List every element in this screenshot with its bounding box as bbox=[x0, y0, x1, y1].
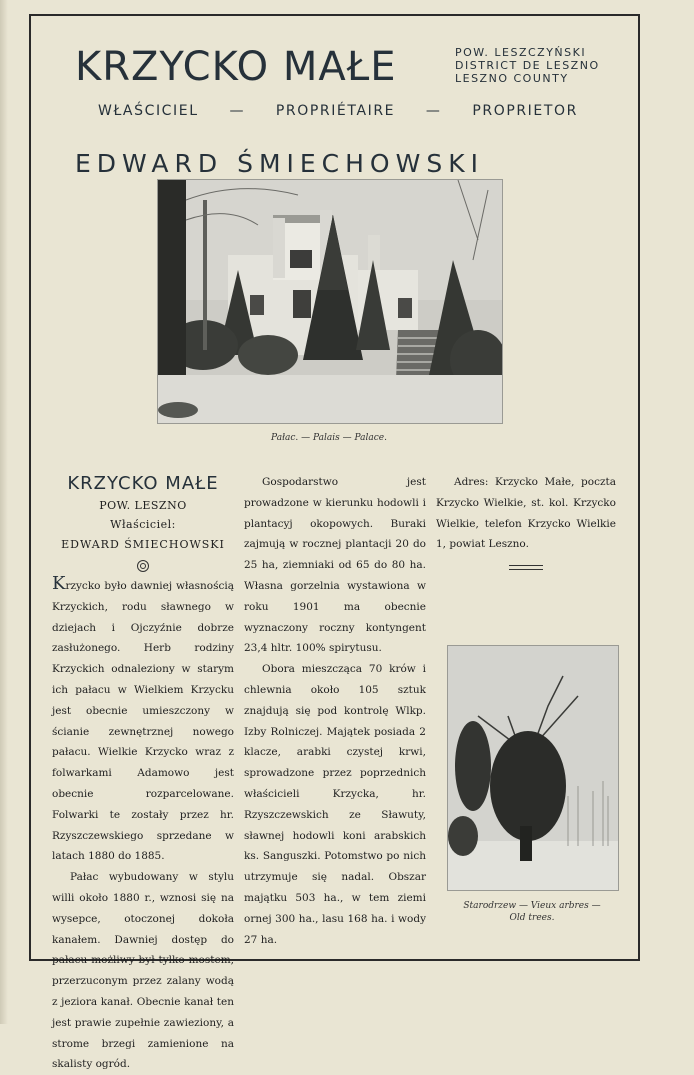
county-line-en: LESZNO COUNTY bbox=[455, 72, 569, 85]
palace-caption: Pałac. — Palais — Palace. bbox=[271, 433, 387, 443]
palace-photo bbox=[157, 179, 503, 424]
dropcap: K bbox=[52, 573, 66, 594]
old-trees-caption-line2: Old trees. bbox=[509, 913, 555, 923]
page-title: KRZYCKO MAŁE bbox=[75, 44, 397, 90]
paragraph-farming: Gospodarstwo jest prowadzone w kierunku hodowli i plantacyj okopowych. Buraki zajmują w rocznej plantacji 20 do 25 ha, ziemniaki od 65 do 80 ha. Własna gorzelnia wystawiona w roku 1901 ma obecnie wyznaczony roczny kontyngent 23,4 hltr. 100% spirytusu. bbox=[244, 476, 426, 655]
owner-label-line bbox=[98, 103, 578, 119]
old-trees-caption-line1: Starodrzew — Vieux arbres — bbox=[463, 901, 601, 911]
ornament-icon bbox=[137, 560, 149, 572]
article-title: KRZYCKO MAŁE bbox=[67, 473, 219, 494]
article-heading-block bbox=[52, 472, 234, 572]
owner-label-dash: — bbox=[229, 103, 246, 119]
owner-label-en: PROPRIETOR bbox=[472, 103, 578, 119]
owner-label-pl: WŁAŚCICIEL bbox=[98, 103, 199, 119]
article-column-3 bbox=[436, 472, 616, 570]
county-line-pl: POW. LESZCZYŃSKI bbox=[455, 46, 587, 59]
article-column-2 bbox=[244, 472, 426, 950]
owner-label-dash: — bbox=[425, 103, 442, 119]
old-trees-photo bbox=[447, 645, 619, 891]
county-block bbox=[455, 46, 605, 85]
old-trees-caption bbox=[447, 900, 617, 924]
paragraph-address: Adres: Krzycko Małe, poczta Krzycko Wielkie, st. kol. Krzycko Wielkie, telefon Krzycko Wielkie 1, powiat Leszno. bbox=[436, 476, 616, 551]
article-owner-name: EDWARD ŚMIECHOWSKI bbox=[61, 538, 225, 551]
owner-label-fr: PROPRIÉTAIRE bbox=[275, 103, 396, 119]
paragraph-history bbox=[52, 573, 234, 867]
page-edge bbox=[0, 0, 8, 1024]
article-subtitle: POW. LESZNO bbox=[99, 499, 187, 512]
section-rule bbox=[509, 565, 543, 570]
paragraph-livestock: Obora mieszcząca 70 krów i chlewnia około 105 sztuk znajdują się pod kontrolę Wlkp. Izby Rolniczej. Majątek posiada 2 klacze, arabki czystej krwi, sprowadzone przez poprzednich właścicieli Krzycka, hr. Rzyszczewskich ze Sławuty, sławnej hodowli koni arabskich ks. Sanguszki. Potomstwo po nich utrzymuje się nadal. Obszar majątku 503 ha., w tem ziemi ornej 300 ha., lasu 168 ha. i wody 27 ha. bbox=[244, 663, 426, 946]
owner-name-heading: EDWARD ŚMIECHOWSKI bbox=[75, 148, 484, 178]
paragraph-history-text: rzycko było dawniej własnością Krzyckich, rodu sławnego w dziejach i Ojczyźnie dobrze zasłużonego. Herb rodziny Krzyckich odnaleziony w starym ich pałacu w Wielkiem Krzycku jest obecnie umieszczony w ścianie zewnętrznej nowego pałacu. Wielkie Krzycko wraz z folwarkami Adamowo jest obecnie rozparcelowane. Folwarki te zostały przez hr. Rzyszczewskiego sprzedane w latach 1880 do 1885. bbox=[52, 580, 234, 863]
article-column-1 bbox=[52, 472, 234, 1075]
paragraph-palace: Pałac wybudowany w stylu willi około 1880 r., wznosi się na wysepce, otoczonej dokoła kanałem. Dawniej dostęp do pałacu możliwy był tylko mostem, przerzuconym przez zalany wodą z jeziora kanał. Obecnie kanał ten jest prawie zupełnie zawieziony, a strome brzegi zamienione na skalisty ogród. bbox=[52, 871, 234, 1071]
article-owner-label: Właściciel: bbox=[110, 518, 176, 531]
county-line-fr: DISTRICT DE LESZNO bbox=[455, 59, 600, 72]
